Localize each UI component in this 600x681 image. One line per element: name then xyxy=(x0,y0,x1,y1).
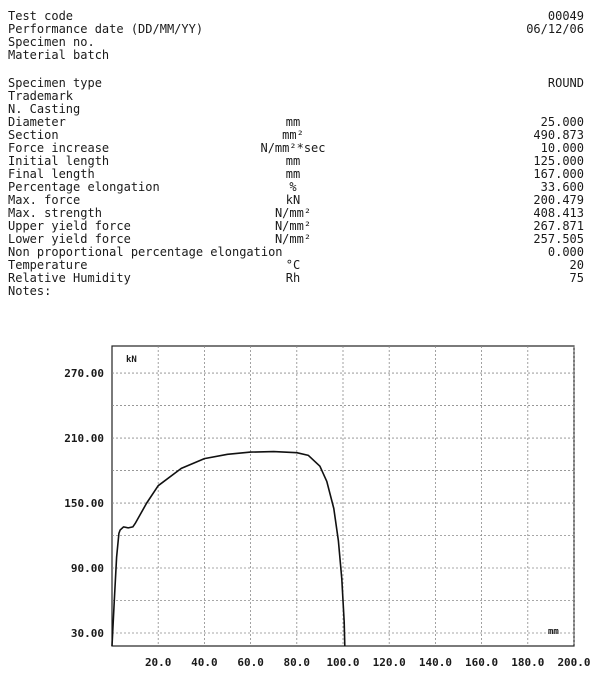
field-value: 33.600 xyxy=(540,180,584,194)
field-unit: N/mm² xyxy=(274,206,312,220)
field-label: N. Casting xyxy=(8,102,81,116)
field-value: 167.000 xyxy=(533,167,584,181)
x-tick-label: 80.0 xyxy=(283,656,311,669)
performance-date-label: Performance date (DD/MM/YY) xyxy=(8,22,204,36)
field-label: Percentage elongation xyxy=(8,180,160,194)
field-unit: mm xyxy=(285,115,301,129)
field-unit: kN xyxy=(285,193,301,207)
y-tick-label: 30.00 xyxy=(70,627,104,641)
field-row xyxy=(8,272,592,285)
field-unit: Rh xyxy=(285,271,301,285)
x-tick-label: 100.0 xyxy=(326,656,360,669)
field-unit: N/mm² xyxy=(274,219,312,233)
specimen-no-label: Specimen no. xyxy=(8,35,95,49)
field-value: 200.479 xyxy=(533,193,584,207)
test-code-value: 00049 xyxy=(547,9,584,23)
field-unit: mm xyxy=(285,154,301,168)
field-label: Temperature xyxy=(8,258,88,272)
x-tick-label: 20.0 xyxy=(144,656,172,669)
field-label: Trademark xyxy=(8,89,74,103)
y-tick-label: 270.00 xyxy=(64,367,104,381)
test-code-label: Test code xyxy=(8,9,74,23)
field-row xyxy=(8,155,592,168)
field-label: Max. strength xyxy=(8,206,102,220)
field-label: Non proportional percentage elongation xyxy=(8,245,283,259)
field-value: ROUND xyxy=(547,76,584,90)
field-row xyxy=(8,285,592,298)
field-unit: mm² xyxy=(282,128,304,142)
field-value: 257.505 xyxy=(533,232,584,246)
y-tick-label: 210.00 xyxy=(64,432,104,446)
field-value: 75 xyxy=(569,271,584,285)
field-value: 25.000 xyxy=(540,115,584,129)
field-value: 20 xyxy=(569,258,584,272)
x-tick-label: 60.0 xyxy=(237,656,264,669)
field-label: Specimen type xyxy=(8,76,102,90)
field-row xyxy=(8,246,592,259)
field-label: Notes: xyxy=(8,284,52,298)
field-value: 490.873 xyxy=(533,128,584,142)
field-unit: N/mm²*sec xyxy=(260,141,326,155)
field-unit: mm xyxy=(285,167,301,181)
field-value: 0.000 xyxy=(547,245,584,259)
performance-date-value: 06/12/06 xyxy=(526,22,584,36)
field-label: Final length xyxy=(8,167,95,181)
field-label: Initial length xyxy=(8,154,110,168)
field-row xyxy=(8,181,592,194)
field-label: Lower yield force xyxy=(8,232,131,246)
field-label: Section xyxy=(8,128,59,142)
material-batch-row xyxy=(8,49,592,62)
field-label: Diameter xyxy=(8,115,66,129)
x-tick-label: 180.0 xyxy=(511,656,545,669)
y-tick-label: 90.00 xyxy=(70,562,104,576)
field-row xyxy=(8,77,592,90)
material-batch-label: Material batch xyxy=(8,48,110,62)
field-value: 267.871 xyxy=(533,219,584,233)
field-value: 10.000 xyxy=(540,141,584,155)
performance-date-row xyxy=(8,23,592,36)
field-label: Max. force xyxy=(8,193,81,207)
field-value: 408.413 xyxy=(533,206,584,220)
chart-svg xyxy=(0,340,600,681)
field-unit: % xyxy=(289,180,297,194)
x-tick-label: 200.0 xyxy=(557,656,591,669)
field-label: Force increase xyxy=(8,141,110,155)
field-unit: °C xyxy=(285,258,301,272)
field-row xyxy=(8,90,592,103)
field-unit: N/mm² xyxy=(274,232,312,246)
field-label: Upper yield force xyxy=(8,219,131,233)
x-tick-label: 160.0 xyxy=(465,656,499,669)
x-tick-label: 120.0 xyxy=(372,656,406,669)
field-value: 125.000 xyxy=(533,154,584,168)
force-elongation-chart xyxy=(0,340,600,681)
x-tick-label: 140.0 xyxy=(418,656,452,669)
field-label: Relative Humidity xyxy=(8,271,131,285)
force-curve-line xyxy=(112,452,345,646)
y-tick-label: 150.00 xyxy=(64,497,104,511)
x-tick-label: 40.0 xyxy=(191,656,218,669)
y-axis-unit-label: kN xyxy=(126,355,137,365)
x-axis-unit-label: mm xyxy=(548,627,559,637)
field-row xyxy=(8,103,592,116)
